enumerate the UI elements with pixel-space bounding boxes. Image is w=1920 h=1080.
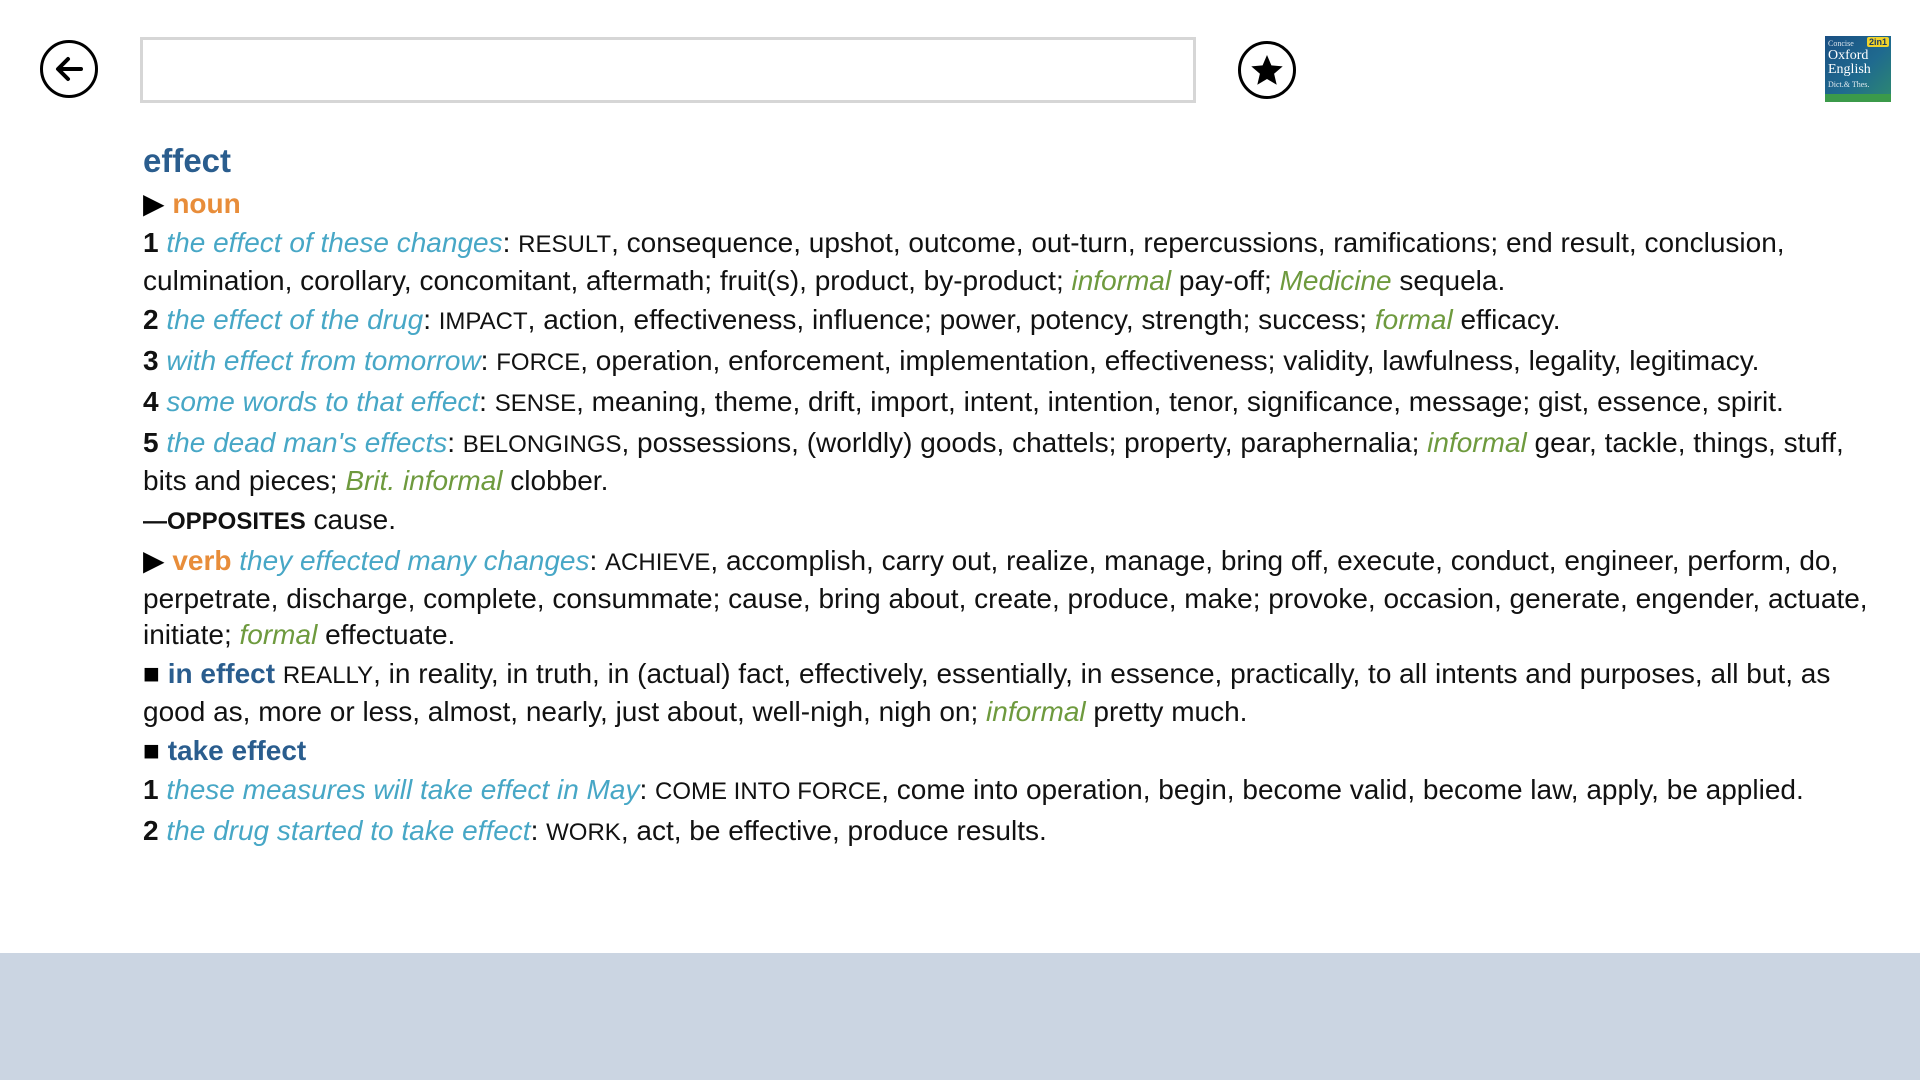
keyword: REALLY — [282, 662, 374, 689]
bottom-app-bar — [0, 953, 1920, 1080]
example: the effect of the drug — [166, 304, 424, 335]
pos-noun-line — [143, 186, 1895, 222]
synonyms: pretty much. — [1085, 696, 1248, 727]
triangle-icon: ▶ — [143, 545, 165, 576]
example: they effected many changes — [239, 545, 590, 576]
synonyms: , operation, enforcement, implementation, effectiveness; validity, lawfulness, legality, legitimacy. — [580, 345, 1760, 376]
back-button[interactable] — [40, 40, 98, 98]
synonyms: , possessions, (worldly) goods, chattels; property, paraphernalia; — [621, 427, 1428, 458]
register-label: informal — [986, 696, 1086, 727]
example: some words to that effect — [166, 386, 480, 417]
example: these measures will take effect in May — [166, 774, 640, 805]
triangle-icon: ▶ — [143, 188, 165, 219]
opposites-label: —OPPOSITES — [143, 508, 306, 535]
sense-number: 1 — [143, 227, 159, 258]
opposites-text: cause. — [305, 504, 396, 535]
pos-verb: verb — [172, 545, 232, 576]
synonyms: , consequence, upshot, outcome, out-turn, repercussions, ramifications; end result, conclusion, culmination, corollary, concomitant, aftermath; fruit(s), product, by-product; — [143, 227, 1785, 296]
square-bullet-icon: ■ — [143, 658, 160, 689]
example: the effect of these changes — [166, 227, 503, 258]
synonyms: , meaning, theme, drift, import, intent, intention, tenor, significance, message; gist, essence, spirit. — [576, 386, 1784, 417]
opposites — [143, 502, 1895, 540]
phrase-label: take effect — [167, 735, 307, 766]
take-effect-sense-2: 2 the drug started to take effect: WORK, act, be effective, produce results. — [143, 815, 1047, 846]
phrase-label: in effect — [167, 658, 276, 689]
synonyms: , act, be effective, produce results. — [620, 815, 1047, 846]
sense-number: 5 — [143, 427, 159, 458]
synonyms: clobber. — [502, 465, 609, 496]
search-input[interactable] — [140, 37, 1196, 103]
sense-number: 2 — [143, 304, 159, 335]
keyword: RESULT — [518, 231, 612, 258]
synonyms: pay-off; — [1171, 265, 1280, 296]
register-label: formal — [239, 619, 318, 650]
back-arrow-icon — [51, 51, 87, 87]
register-label: informal — [1427, 427, 1527, 458]
keyword: BELONGINGS — [462, 431, 622, 458]
star-icon — [1249, 52, 1285, 88]
entry-content — [143, 138, 1895, 854]
sense-2: 2 the effect of the drug: IMPACT, action, effectiveness, influence; power, potency, strength; success; formal efficacy. — [143, 304, 1561, 335]
sense-number: 3 — [143, 345, 159, 376]
favorite-button[interactable] — [1238, 41, 1296, 99]
sense-4: 4 some words to that effect: SENSE, meaning, theme, drift, import, intent, intention, tenor, significance, message; gist, essence, spirit. — [143, 386, 1784, 417]
example: the drug started to take effect — [166, 815, 531, 846]
synonyms: efficacy. — [1452, 304, 1561, 335]
keyword: WORK — [546, 819, 621, 846]
register-label: Brit. informal — [345, 465, 503, 496]
logo-line1: Oxford — [1828, 48, 1869, 63]
logo-small-bottom: Dict.& Thes. — [1828, 80, 1870, 89]
sense-3: 3 with effect from tomorrow: FORCE, operation, enforcement, implementation, effectiveness; validity, lawfulness, legality, legitimacy. — [143, 345, 1760, 376]
sense-1: 1 the effect of these changes: RESULT, consequence, upshot, outcome, out-turn, repercussions, ramifications; end result, conclusion, culmination, corollary, concomitant, aftermath; fruit(s), product, by-product; informal pay-off; Medicine sequela. — [143, 227, 1785, 296]
synonyms: , come into operation, begin, become valid, become law, apply, be applied. — [881, 774, 1804, 805]
register-label: Medicine — [1279, 265, 1392, 296]
synonyms: , action, effectiveness, influence; power, potency, strength; success; — [527, 304, 1375, 335]
square-bullet-icon: ■ — [143, 735, 160, 766]
synonyms: effectuate. — [317, 619, 456, 650]
example: with effect from tomorrow — [166, 345, 481, 376]
synonyms: , accomplish, carry out, realize, manage, bring off, execute, conduct, engineer, perform, do, perpetrate, discharge, complete, consummate; cause, bring about, create, produce, make; provoke, occasion, generate, engender, actuate, initiate; — [143, 545, 1868, 650]
phrase-take-effect — [143, 733, 1895, 769]
keyword: IMPACT — [438, 308, 528, 335]
sense-number: 2 — [143, 815, 159, 846]
keyword: FORCE — [496, 349, 581, 376]
sense-number: 1 — [143, 774, 159, 805]
synonyms: sequela. — [1391, 265, 1506, 296]
keyword: COME INTO FORCE — [655, 778, 882, 805]
keyword: SENSE — [494, 390, 577, 417]
phrase-in-effect — [143, 656, 1895, 730]
take-effect-sense-1: 1 these measures will take effect in May: COME INTO FORCE, come into operation, begin, become valid, become law, apply, be applied. — [143, 774, 1804, 805]
sense-number: 4 — [143, 386, 159, 417]
synonyms: gear, tackle, things, stuff, bits and pieces; — [143, 427, 1844, 496]
pos-noun: noun — [172, 188, 241, 219]
logo-stripe — [1825, 94, 1891, 102]
logo-badge: 2in1 — [1868, 37, 1887, 47]
keyword: ACHIEVE — [605, 549, 711, 576]
headword: effect — [143, 142, 232, 179]
sense-5: 5 the dead man's effects: BELONGINGS, possessions, (worldly) goods, chattels; property, paraphernalia; informal gear, tackle, things, stuff, bits and pieces; Brit. informal clobber. — [143, 427, 1844, 496]
verb-sense: ▶ verb they effected many changes: ACHIEVE, accomplish, carry out, realize, manage, bring off, execute, conduct, engineer, perform, do, perpetrate, discharge, complete, consummate; cause, bring about, create, produce, make; provoke, occasion, generate, engender, actuate, initiate; formal effectuate. — [143, 545, 1868, 650]
app-logo[interactable] — [1825, 36, 1891, 102]
logo-line2: English — [1828, 62, 1871, 77]
register-label: formal — [1374, 304, 1453, 335]
synonyms: , in reality, in truth, in (actual) fact, effectively, essentially, in essence, practically, to all intents and purposes, all but, as good as, more or less, almost, nearly, just about, well-nigh, nigh on; — [143, 658, 1831, 727]
register-label: informal — [1071, 265, 1172, 296]
logo-small-top: Concise — [1828, 39, 1854, 48]
example: the dead man's effects — [166, 427, 448, 458]
